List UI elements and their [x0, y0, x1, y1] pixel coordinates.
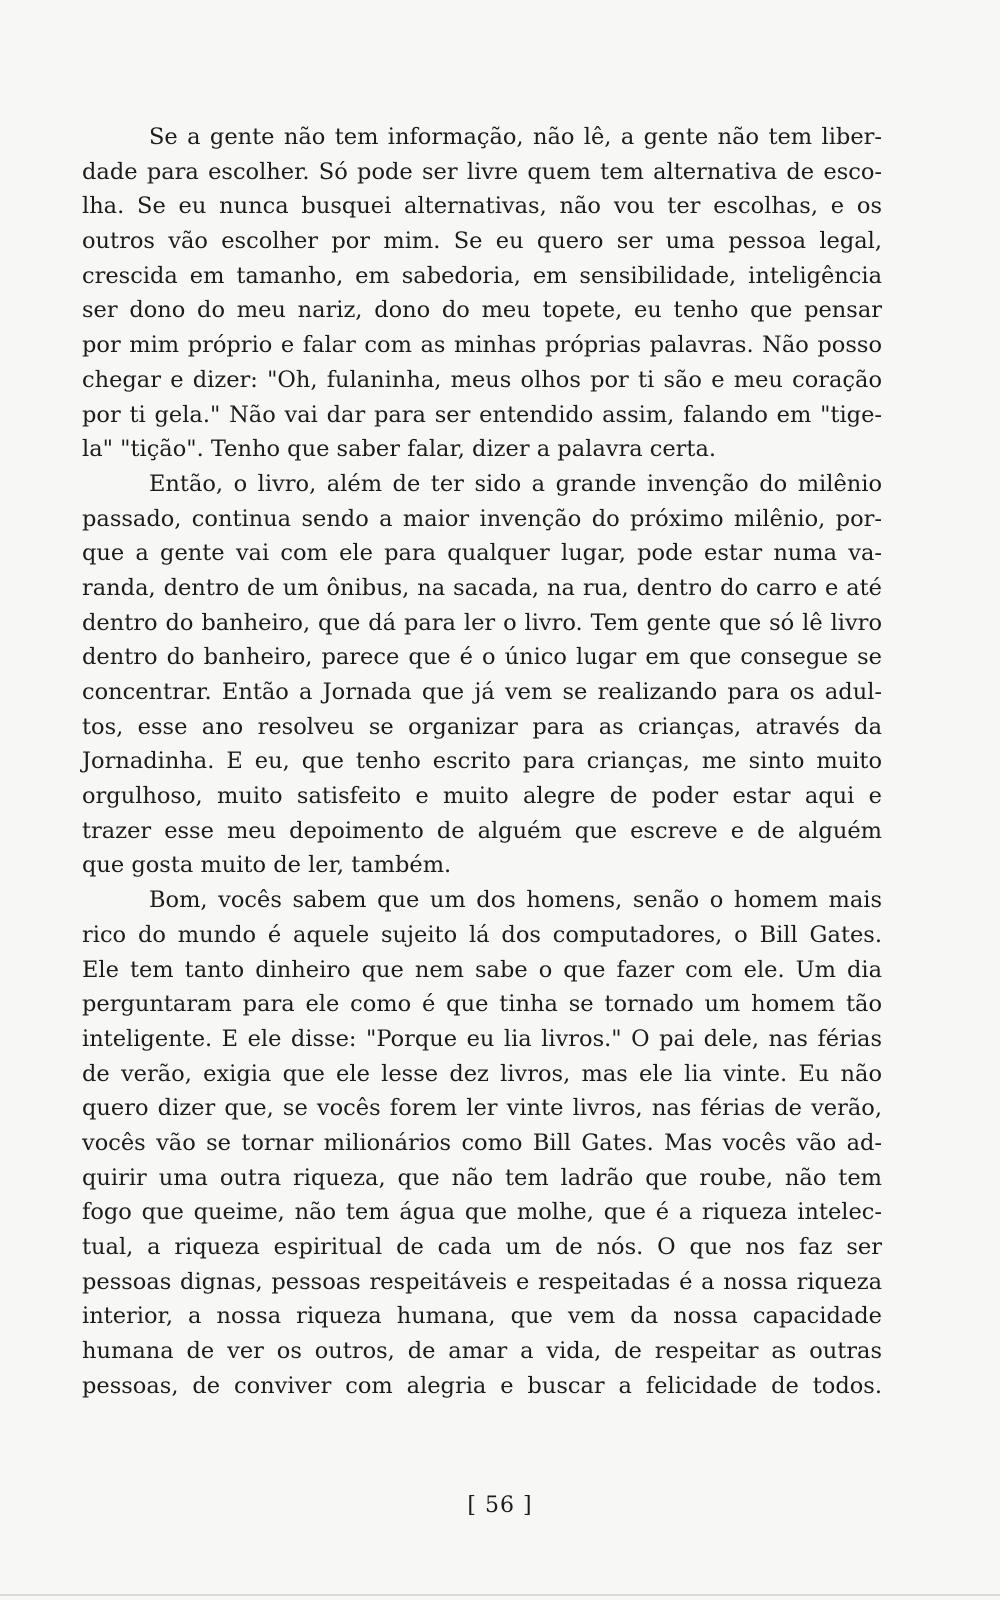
page-number: [ 56 ] [467, 1493, 533, 1518]
text-line: dade para escolher. Só pode ser livre quem tem alternativa de esco- [82, 158, 882, 185]
text-line: pessoas dignas, pessoas respeitáveis e respeitadas é a nossa riqueza [82, 1268, 882, 1295]
page-bottom-edge [0, 1594, 1000, 1596]
paragraph [82, 467, 882, 883]
text-line: por ti gela." Não vai dar para ser entendido assim, falando em "tige- [82, 401, 882, 428]
text-line: la" "tição". Tenho que saber falar, dizer a palavra certa. [82, 436, 717, 463]
text-line: tual, a riqueza espiritual de cada um de nós. O que nos faz ser [82, 1234, 882, 1260]
text-line: tos, esse ano resolveu se organizar para as crianças, através da [82, 713, 882, 740]
text-line: chegar e dizer: "Oh, fulaninha, meus olhos por ti são e meu coração [82, 366, 882, 393]
text-line: outros vão escolher por mim. Se eu quero ser uma pessoa legal, [82, 228, 882, 255]
text-line: rico do mundo é aquele sujeito lá dos computadores, o Bill Gates. [82, 921, 882, 948]
text-line: ser dono do meu nariz, dono do meu topete, eu tenho que pensar [82, 297, 882, 324]
text-line: humana de ver os outros, de amar a vida, de respeitar as outras [82, 1338, 882, 1365]
text-line: dentro do banheiro, que dá para ler o livro. Tem gente que só lê livro [82, 609, 882, 636]
text-line: Ele tem tanto dinheiro que nem sabe o que fazer com ele. Um dia [82, 956, 882, 983]
text-line: crescida em tamanho, em sabedoria, em sensibilidade, inteligência [82, 262, 882, 289]
text-line: de verão, exigia que ele lesse dez livros, mas ele lia vinte. Eu não [82, 1060, 882, 1087]
paragraph [82, 120, 882, 467]
text-line: vocês vão se tornar milionários como Bill Gates. Mas vocês vão ad- [82, 1129, 882, 1156]
paragraph [82, 883, 882, 1403]
text-line: pessoas, de conviver com alegria e buscar a felicidade de todos. [82, 1372, 882, 1399]
text-line: Bom, vocês sabem que um dos homens, senão o homem mais [149, 887, 882, 914]
text-line: concentrar. Então a Jornada que já vem se realizando para os adul- [82, 679, 882, 705]
text-line: que a gente vai com ele para qualquer lugar, pode estar numa va- [82, 540, 882, 567]
text-line: trazer esse meu depoimento de alguém que escreve e de alguém [82, 817, 882, 844]
text-line: passado, continua sendo a maior invenção do próximo milênio, por- [82, 505, 882, 532]
body-text [82, 120, 882, 1403]
text-line: perguntaram para ele como é que tinha se tornado um homem tão [82, 991, 882, 1018]
text-line: Então, o livro, além de ter sido a grande invenção do milênio [149, 470, 882, 497]
text-line: inteligente. E ele disse: "Porque eu lia livros." O pai dele, nas férias [82, 1025, 882, 1052]
text-line: que gosta muito de ler, também. [82, 852, 452, 879]
text-line: quero dizer que, se vocês forem ler vinte livros, nas férias de verão, [82, 1095, 882, 1122]
text-line: dentro do banheiro, parece que é o único lugar em que consegue se [82, 644, 882, 671]
text-line: Se a gente não tem informação, não lê, a gente não tem liber- [149, 124, 882, 150]
text-line: lha. Se eu nunca busquei alternativas, não vou ter escolhas, e os [82, 193, 882, 220]
text-line: fogo que queime, não tem água que molhe, que é a riqueza intelec- [82, 1199, 882, 1226]
text-line: quirir uma outra riqueza, que não tem ladrão que roube, não tem [82, 1164, 882, 1191]
text-line: orgulhoso, muito satisfeito e muito alegre de poder estar aqui e [82, 783, 882, 810]
text-line: Jornadinha. E eu, que tenho escrito para crianças, me sinto muito [82, 748, 882, 775]
text-line: randa, dentro de um ônibus, na sacada, na rua, dentro do carro e até [82, 574, 882, 601]
text-line: por mim próprio e falar com as minhas próprias palavras. Não posso [82, 332, 882, 359]
text-line: interior, a nossa riqueza humana, que vem da nossa capacidade [82, 1303, 882, 1330]
